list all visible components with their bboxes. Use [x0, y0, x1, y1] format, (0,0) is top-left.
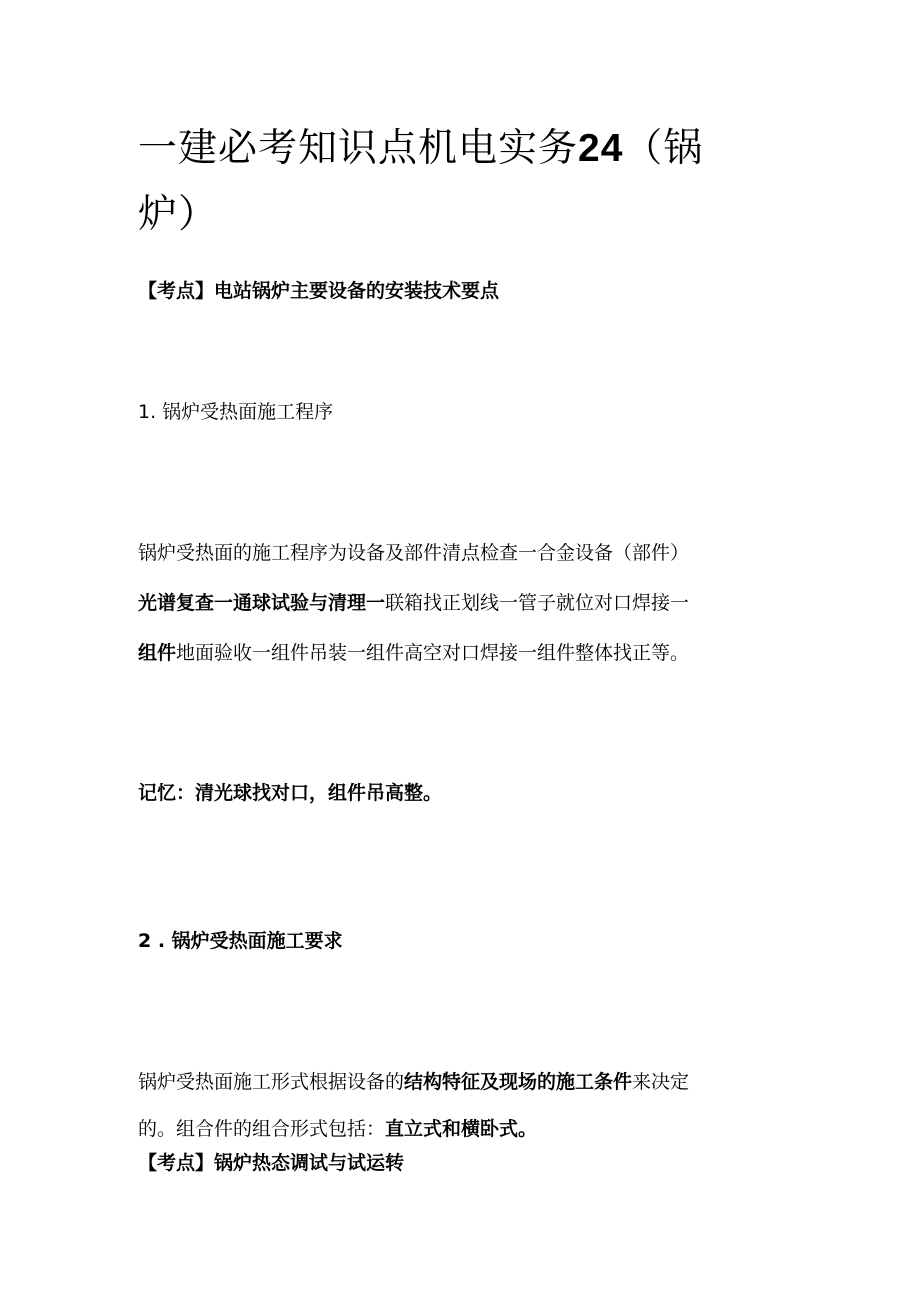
title-number: 24: [578, 127, 624, 170]
title-text: 一建必考知识点机电实务: [138, 126, 579, 171]
document-title-line-1: [138, 118, 703, 180]
requirements-normal-span: 的。组合件的组合形式包括：: [138, 1118, 386, 1140]
section-heading-install-points: 【考点】电站锅炉主要设备的安装技术要点: [138, 280, 500, 302]
item-heading-construction-procedure: [138, 398, 333, 426]
section-heading-hot-commissioning: 【考点】锅炉热态调试与试运转: [138, 1152, 405, 1174]
procedure-normal-span: 地面验收一组件吊装一组件高空对口焊接一组件整体找正等。: [176, 642, 690, 664]
procedure-paragraph-line-3: [138, 639, 689, 667]
requirements-bold-span: 结构特征及现场的施工条件: [404, 1071, 633, 1093]
memory-tip: 记忆：清光球找对口，组件吊高整。: [138, 782, 443, 804]
procedure-bold-span: 组件: [138, 642, 177, 664]
requirements-normal-span: 锅炉受热面施工形式根据设备的: [138, 1071, 405, 1093]
procedure-paragraph-line-2: [138, 589, 689, 617]
procedure-normal-span: 联箱找正划线一管子就位对口焊接一: [385, 592, 690, 614]
item-heading-construction-requirements: 2 . 锅炉受热面施工要求: [138, 930, 343, 952]
document-title-line-2: 炉）: [138, 192, 219, 237]
requirements-normal-span: 来决定: [632, 1071, 690, 1093]
procedure-bold-span: 光谱复查一通球试验与清理一: [138, 592, 386, 614]
item-heading-text: 1. 锅炉受热面施工程序: [138, 401, 334, 423]
procedure-paragraph-line-1: 锅炉受热面的施工程序为设备及部件清点检查一合金设备（部件）: [138, 542, 690, 564]
title-paren: （锅: [623, 126, 704, 171]
requirements-paragraph-line-1: [138, 1068, 689, 1096]
requirements-bold-span: 直立式和横卧式。: [385, 1118, 538, 1140]
requirements-paragraph-line-2: [138, 1115, 537, 1143]
